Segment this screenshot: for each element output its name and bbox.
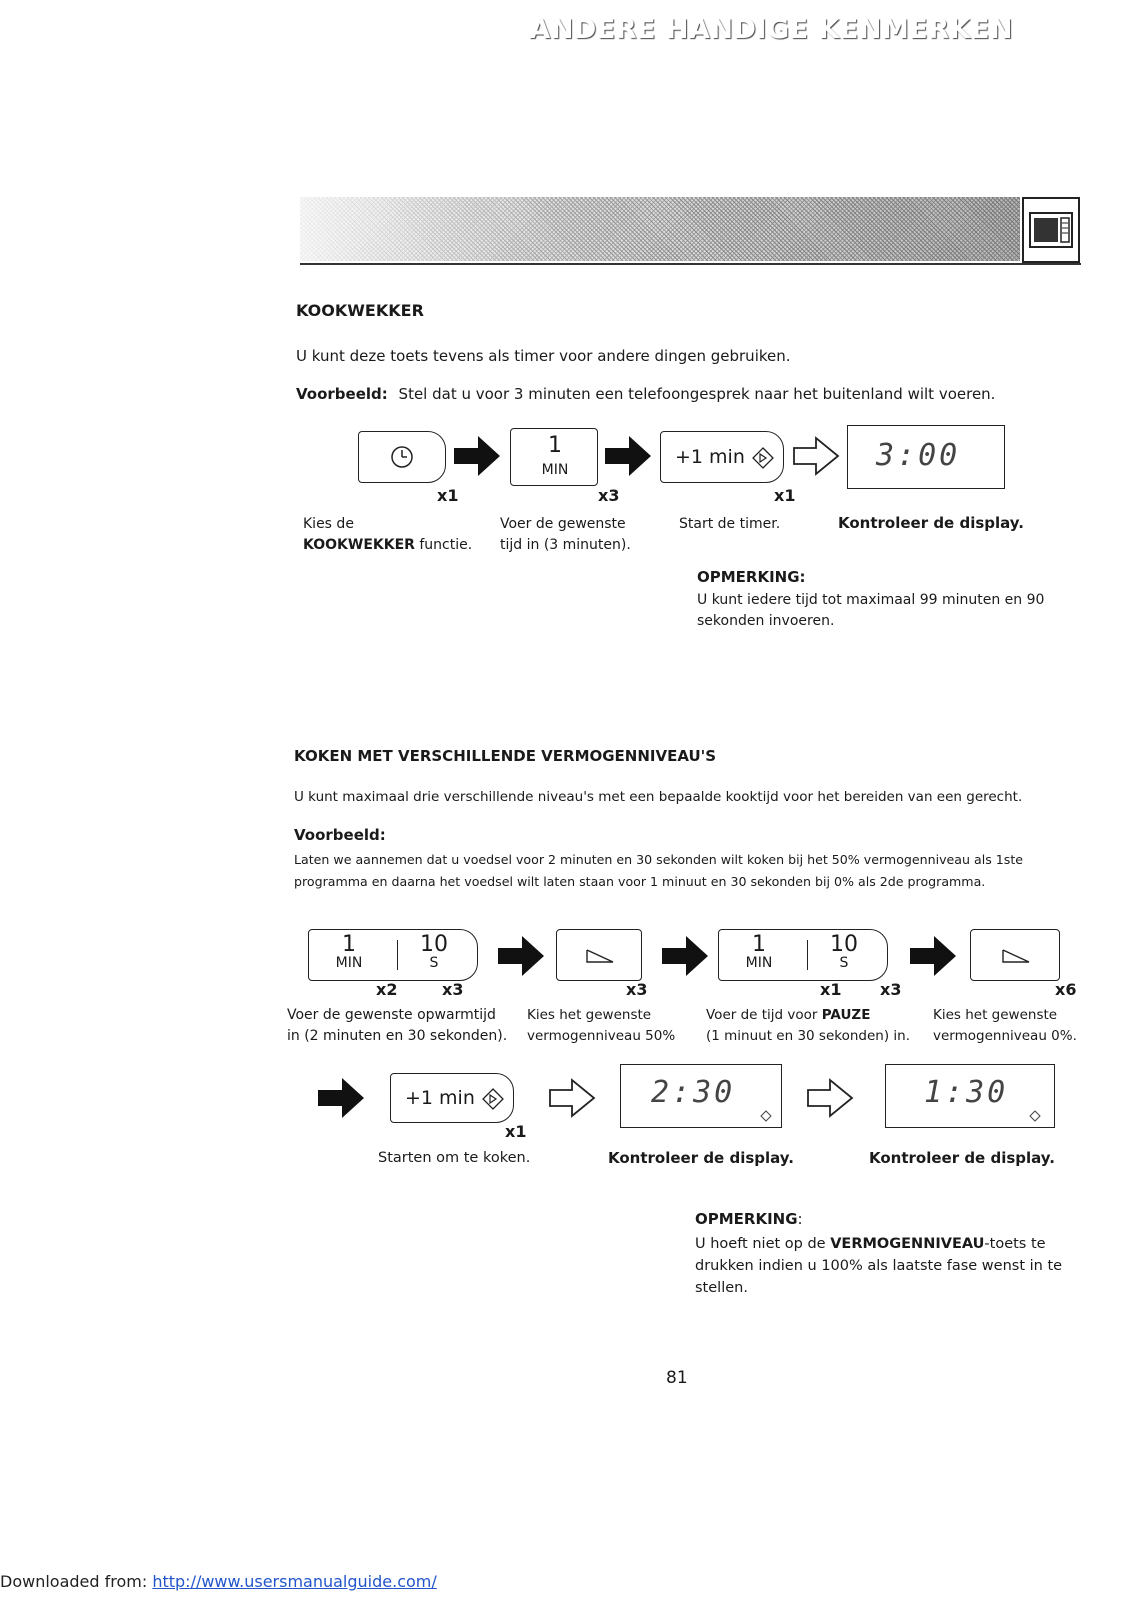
min-sec-buttons [718,929,888,981]
section-heading: KOOKWEKKER [296,301,424,320]
cooking-indicator-icon [761,1111,771,1121]
press-count: x6 [1055,980,1077,999]
power-level-button[interactable] [556,929,642,981]
step-caption [287,1005,507,1047]
step-caption [303,514,472,556]
note-line: drukken indien u 100% als laatste fase wenst in te [695,1258,1063,1274]
step-caption-bold: PAUZE [821,1007,871,1023]
min-button-unit: MIN [541,462,569,478]
note-heading [695,1210,803,1228]
press-count: x2 [376,980,398,999]
display-readout: 3:00 [876,438,961,473]
check-display-caption: Kontroleer de display. [608,1149,794,1167]
note-bold: VERMOGENNIVEAU [830,1236,985,1252]
step-caption-line: tijd in (3 minuten). [500,537,631,553]
sec-button-number: 10 [830,932,858,957]
footer-link[interactable]: http://www.usersmanualguide.com/ [152,1572,437,1591]
display-panel [885,1064,1055,1128]
step-caption-line: Voer de gewenste opwarmtijd [287,1007,496,1023]
step-caption [706,1005,910,1047]
arrow-right-icon [662,936,710,976]
display-panel [620,1064,782,1128]
min-button-unit: MIN [335,955,363,971]
note-heading-text: OPMERKING [695,1210,798,1228]
display-readout: 1:30 [924,1075,1009,1110]
press-count: x3 [880,980,902,999]
section-heading: KOKEN MET VERSCHILLENDE VERMOGENNIVEAU'S [294,747,717,765]
press-count: x1 [437,486,459,505]
example-line: programma en daarna het voedsel wilt laten staan voor 1 minuut en 30 sekonden bij 0% als 2de programma. [294,874,986,889]
start-icon [753,448,773,468]
press-count: x1 [820,980,842,999]
arrow-right-icon [318,1078,366,1118]
kitchen-timer-button[interactable] [358,431,446,483]
note-heading-colon: : [797,1210,803,1228]
step-caption-line: functie. [419,537,473,553]
power-level-icon [585,948,615,964]
step-caption-line: Kies het gewenste [527,1007,652,1023]
min-button-unit: MIN [745,955,773,971]
example-paragraph [296,383,995,405]
min-button-number: 1 [548,433,562,458]
step-caption-line: (1 minuut en 30 sekonden) in. [706,1028,911,1044]
start-plus-one-min-button[interactable] [660,431,784,483]
cooking-indicator-icon [1030,1111,1040,1121]
press-count: x3 [626,980,648,999]
example-text: Stel dat u voor 3 minuten een telefoongesprek naar het buitenland wilt voeren. [398,385,996,403]
min-sec-buttons [308,929,478,981]
page-title: ANDERE HANDIGE KENMERKEN [529,14,1013,45]
start-button-label: +1 min [675,446,745,468]
arrow-right-icon [910,936,958,976]
press-count: x3 [598,486,620,505]
min-button-number: 1 [342,932,356,957]
note-text [697,590,1044,632]
start-button-label: +1 min [405,1087,475,1109]
start-icon [483,1089,503,1109]
power-level-button[interactable] [970,929,1060,981]
note-line: U hoeft niet op de [695,1236,831,1252]
step-caption-line: Voer de gewenste [500,516,626,532]
divider [807,940,808,970]
check-display-caption: Kontroleer de display. [869,1149,1055,1167]
start-plus-one-min-button[interactable] [390,1073,514,1123]
step-caption-bold: KOOKWEKKER [303,537,415,553]
step-caption-line: Kies de [303,516,354,532]
outline-arrow-icon [806,1078,856,1118]
step-caption-line: in (2 minuten en 30 sekonden). [287,1028,508,1044]
min-button[interactable] [510,428,598,486]
microwave-icon [1022,197,1080,263]
arrow-right-icon [605,436,653,476]
outline-arrow-icon [792,436,842,476]
header-banner [300,197,1020,261]
note-line: -toets te [984,1236,1046,1252]
sec-button-unit: S [839,955,849,971]
press-count: x1 [505,1122,527,1141]
note-line: U kunt iedere tijd tot maximaal 99 minuten en 90 [697,592,1045,608]
step-caption [527,1005,675,1047]
step-caption-line: Voer de tijd voor [706,1007,822,1023]
min-button-number: 1 [752,932,766,957]
arrow-right-icon [498,936,546,976]
note-line: sekonden invoeren. [697,613,835,629]
note-line: stellen. [695,1280,748,1296]
header-rule [300,263,1081,265]
check-display-caption: Kontroleer de display. [838,514,1024,532]
press-count: x1 [774,486,796,505]
note-text [695,1233,1062,1299]
footer [0,1572,437,1591]
sec-button-unit: S [429,955,439,971]
step-caption-line: vermogenniveau 50% [527,1028,676,1044]
sec-button-number: 10 [420,932,448,957]
clock-icon [387,442,417,472]
divider [397,940,398,970]
example-line: Laten we aannemen dat u voedsel voor 2 minuten en 30 sekonden wilt koken bij het 50% vermogenniveau als 1ste [294,852,1024,867]
example-label: Voorbeeld: [294,826,386,844]
step-caption-line: Kies het gewenste [933,1007,1058,1023]
step-caption: Start de timer. [679,516,781,532]
display-readout: 2:30 [651,1075,736,1110]
display-panel [847,425,1005,489]
footer-prefix: Downloaded from: [0,1572,153,1591]
press-count: x3 [442,980,464,999]
outline-arrow-icon [548,1078,598,1118]
step-caption: Starten om te koken. [378,1150,531,1166]
page-number: 81 [666,1368,688,1388]
intro-text: U kunt maximaal drie verschillende niveau's met een bepaalde kooktijd voor het bereiden van een gerecht. [294,789,1023,805]
step-caption [933,1005,1077,1047]
arrow-right-icon [454,436,502,476]
step-caption [500,514,631,556]
power-level-icon [1001,948,1031,964]
step-caption-line: vermogenniveau 0%. [933,1028,1077,1044]
example-text [294,849,1023,893]
note-heading: OPMERKING: [697,568,806,586]
intro-text: U kunt deze toets tevens als timer voor andere dingen gebruiken. [296,347,791,365]
example-label: Voorbeeld: [296,385,388,403]
